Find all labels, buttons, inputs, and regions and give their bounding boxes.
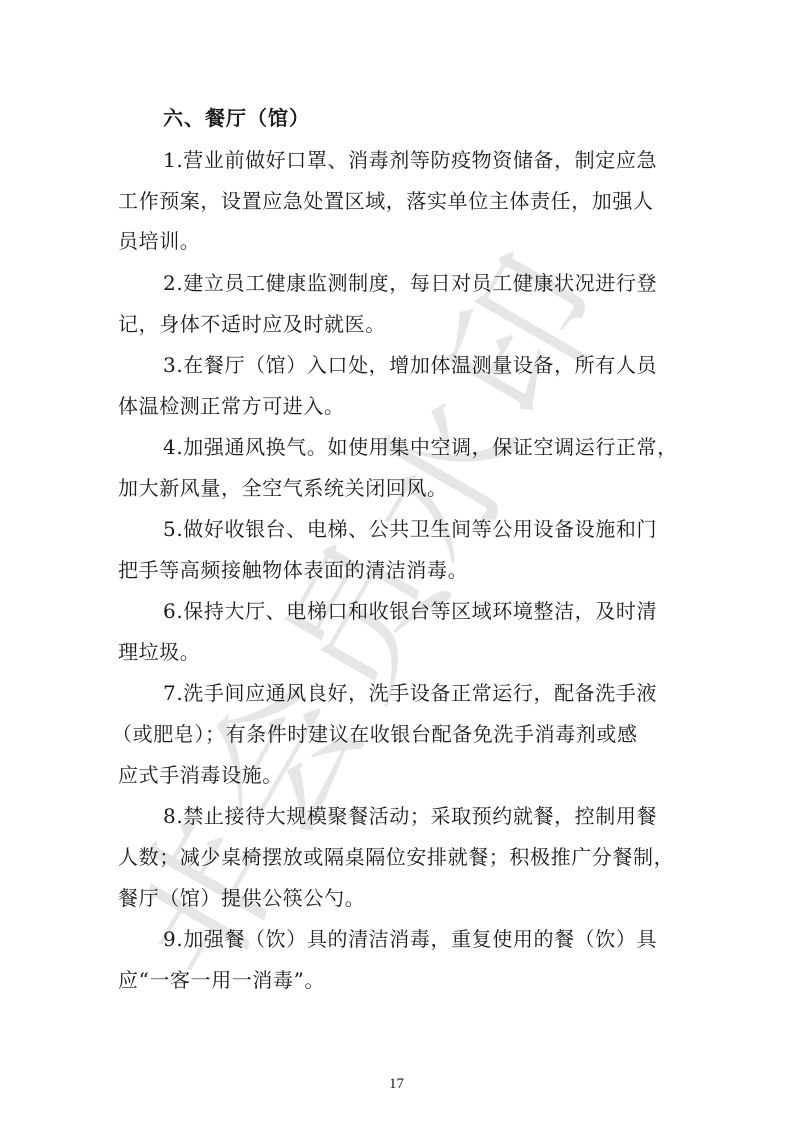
paragraph-line: 把手等高频接触物体表面的清洁消毒。 xyxy=(118,558,469,582)
paragraph-line: 1.营业前做好口罩、消毒剂等防疫物资储备，制定应急 xyxy=(163,148,658,172)
paragraph-line: 员培训。 xyxy=(118,229,201,253)
svg-text:非会员水印: 非会员水印 xyxy=(150,219,647,1009)
paragraph-line: 5.做好收银台、电梯、公共卫生间等公用设备设施和门 xyxy=(163,517,658,541)
paragraph-line: 工作预案，设置应急处置区域，落实单位主体责任，加强人 xyxy=(118,189,654,213)
paragraph-line: 6.保持大厅、电梯口和收银台等区域环境整洁，及时清 xyxy=(163,599,658,623)
paragraph-line: 加大新风量，全空气系统关闭回风。 xyxy=(118,476,448,500)
paragraph-line: 餐厅（馆）提供公筷公勺。 xyxy=(118,886,366,910)
paragraph-line: 理垃圾。 xyxy=(118,640,201,664)
page-number: 17 xyxy=(389,1076,404,1092)
paragraph-line: 记，身体不适时应及时就医。 xyxy=(118,312,386,336)
section-heading: 六、餐厅（馆） xyxy=(163,106,310,130)
paragraph-line: 7.洗手间应通风良好，洗手设备正常运行，配备洗手液 xyxy=(163,681,658,705)
paragraph-line: 2.建立员工健康监测制度，每日对员工健康状况进行登 xyxy=(163,271,658,295)
paragraph-line: 人数；减少桌椅摆放或隔桌隔位安排就餐；积极推广分餐制， xyxy=(118,845,675,869)
paragraph-line: 9.加强餐（饮）具的清洁消毒，重复使用的餐（饮）具 xyxy=(163,927,658,951)
paragraph-line: 4.加强通风换气。如使用集中空调，保证空调运行正常， xyxy=(163,435,678,459)
paragraph-line: 体温检测正常方可进入。 xyxy=(118,394,345,418)
paragraph-line: 3.在餐厅（馆）入口处，增加体温测量设备，所有人员 xyxy=(163,353,658,377)
paragraph-line: （或肥皂）；有条件时建议在收银台配备免洗手消毒剂或感 xyxy=(112,722,638,746)
paragraph-line: 应“一客一用一消毒”。 xyxy=(118,968,326,992)
paragraph-line: 应式手消毒设施。 xyxy=(118,763,283,787)
paragraph-line: 8.禁止接待大规模聚餐活动；采取预约就餐，控制用餐 xyxy=(163,804,658,828)
